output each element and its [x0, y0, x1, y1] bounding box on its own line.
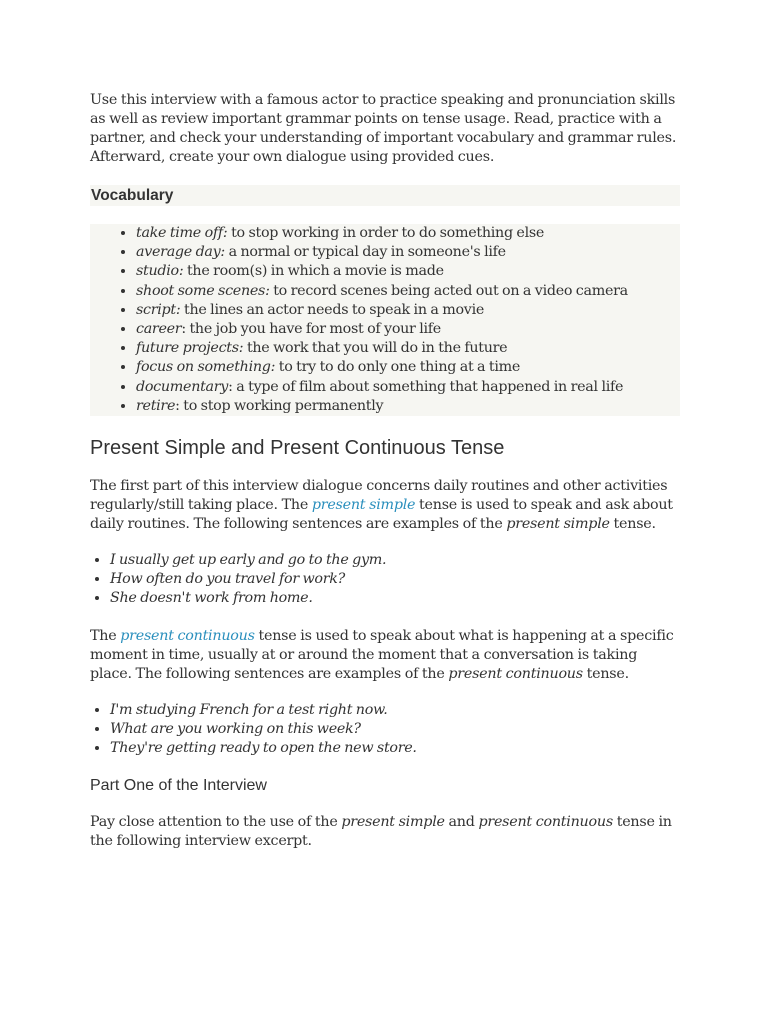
- vocabulary-definition: : a type of film about something that happened in real life: [228, 378, 624, 395]
- vocabulary-definition: to try to do only one thing at a time: [275, 359, 521, 376]
- vocabulary-item: [136, 358, 680, 377]
- paragraph-text: and: [444, 814, 479, 831]
- emphasis-text: present simple: [506, 516, 610, 532]
- vocabulary-definition: the lines an actor needs to speak in a movie: [180, 301, 485, 318]
- vocabulary-definition: to stop working in order to do something else: [227, 225, 545, 241]
- present-continuous-paragraph: [90, 627, 680, 684]
- vocabulary-term: studio:: [136, 263, 184, 280]
- example-sentence: • She doesn't work from home.: [110, 589, 680, 608]
- example-sentence: • What are you working on this week?: [110, 720, 680, 739]
- paragraph-text: The: [90, 627, 121, 644]
- paragraph-text: Pay close attention to the use of the: [90, 814, 342, 831]
- vocabulary-term: shoot some scenes:: [136, 282, 270, 299]
- present-simple-paragraph: [90, 477, 680, 534]
- vocabulary-item: [136, 224, 680, 243]
- vocabulary-item: [136, 339, 680, 358]
- paragraph-text: The first part of this interview dialogue concerns daily routines and other activities regularly/still taking place. The: [90, 478, 668, 513]
- vocabulary-definition: to record scenes being acted out on a video camera: [269, 282, 628, 299]
- paragraph-text: tense.: [582, 665, 629, 682]
- example-sentence: • They're getting ready to open the new store.: [110, 739, 680, 758]
- present-simple-examples: [90, 551, 680, 609]
- paragraph-text: tense is used to speak and ask about daily routines. The following sentences are examples of the: [90, 497, 673, 532]
- vocabulary-item: [136, 397, 680, 416]
- part-one-heading: Part One of the Interview: [90, 777, 267, 795]
- vocabulary-list: [110, 224, 680, 416]
- vocabulary-term: future projects:: [136, 340, 244, 357]
- example-sentence: • I'm studying French for a test right now.: [110, 701, 680, 720]
- vocabulary-item: [136, 301, 680, 320]
- paragraph-text: tense.: [609, 516, 656, 532]
- emphasis-text: present continuous: [478, 814, 613, 831]
- present-continuous-link[interactable]: present continuous: [120, 627, 255, 644]
- paragraph-text: tense in the following interview excerpt.: [90, 814, 672, 850]
- vocabulary-item: [136, 262, 680, 281]
- vocabulary-term: documentary: [136, 378, 229, 395]
- article-content: [90, 91, 680, 851]
- vocabulary-box: [90, 224, 680, 416]
- vocabulary-term: script:: [136, 301, 181, 318]
- paragraph-text: tense is used to speak about what is happening at a specific moment in time, usually at or around the moment that a conversation is taking place. The following sentences are examples of the: [90, 627, 674, 682]
- present-continuous-examples: [90, 701, 680, 759]
- example-sentence: • I usually get up early and go to the gym.: [110, 551, 680, 570]
- vocabulary-item: [136, 282, 680, 301]
- emphasis-text: present simple: [341, 814, 445, 831]
- vocabulary-definition: : to stop working permanently: [175, 397, 384, 414]
- vocabulary-heading: Vocabulary: [90, 185, 680, 206]
- intro-paragraph: Use this interview with a famous actor to practice speaking and pronunciation skills as well as review important grammar points on tense usage. Read, practice with a partner, and check your understanding of important vocabulary and grammar rules. Afterward, create your own dialogue using provided cues.: [90, 92, 677, 165]
- vocabulary-term: focus on something:: [136, 359, 276, 376]
- vocabulary-term: career: [136, 321, 182, 338]
- emphasis-text: present continuous: [448, 665, 583, 682]
- part-one-paragraph: [90, 813, 680, 851]
- vocabulary-item: [136, 378, 680, 397]
- vocabulary-definition: a normal or typical day in someone's life: [224, 244, 506, 261]
- example-sentence: • How often do you travel for work?: [110, 570, 680, 589]
- vocabulary-item: [136, 243, 680, 262]
- vocabulary-term: take time off:: [136, 225, 228, 241]
- present-simple-link[interactable]: present simple: [311, 497, 416, 513]
- vocabulary-term: retire: [136, 397, 176, 414]
- vocabulary-definition: the work that you will do in the future: [243, 340, 508, 357]
- vocabulary-term: average day:: [136, 244, 225, 261]
- vocabulary-definition: the room(s) in which a movie is made: [183, 263, 444, 280]
- vocabulary-item: [136, 320, 680, 339]
- tense-section-heading: Present Simple and Present Continuous Tense: [90, 437, 505, 459]
- vocabulary-definition: : the job you have for most of your life: [181, 321, 441, 338]
